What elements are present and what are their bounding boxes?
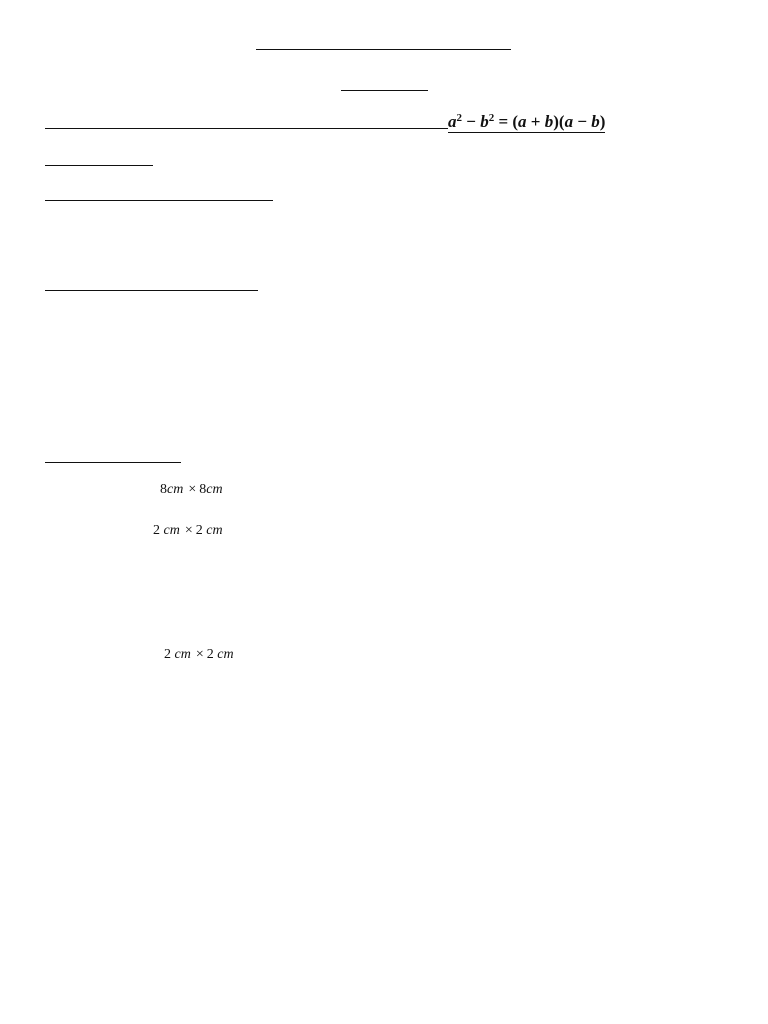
section-heading-underline <box>45 462 181 463</box>
formula-a: a <box>564 112 574 131</box>
formula-plus: + <box>526 112 545 131</box>
section-heading-underline <box>45 165 153 166</box>
header-line <box>45 128 448 129</box>
dimension-expression: 2 cm × 2 cm <box>153 523 223 538</box>
formula-minus: − <box>573 112 592 131</box>
formula-b: b <box>544 112 554 131</box>
formula-a: a <box>448 112 457 131</box>
formula-exponent: 2 <box>456 112 462 124</box>
formula-paren: ) <box>599 112 606 131</box>
identity-formula <box>448 108 605 133</box>
formula-a: a <box>518 112 527 131</box>
formula-minus: − <box>462 112 481 131</box>
formula-b: b <box>480 112 489 131</box>
title-underline <box>256 49 511 50</box>
dimension-expression: 2 cm × 2 cm <box>164 647 234 662</box>
formula-exponent: 2 <box>488 112 495 124</box>
section-heading-underline <box>45 200 273 201</box>
formula-paren: ( <box>512 112 519 131</box>
subtitle-underline <box>341 90 428 91</box>
section-heading-underline <box>45 290 258 291</box>
formula-paren: )( <box>553 112 565 131</box>
formula-b: b <box>591 112 600 131</box>
formula-equals: = <box>494 112 513 131</box>
dimension-expression: 8cm × 8cm <box>160 482 223 497</box>
